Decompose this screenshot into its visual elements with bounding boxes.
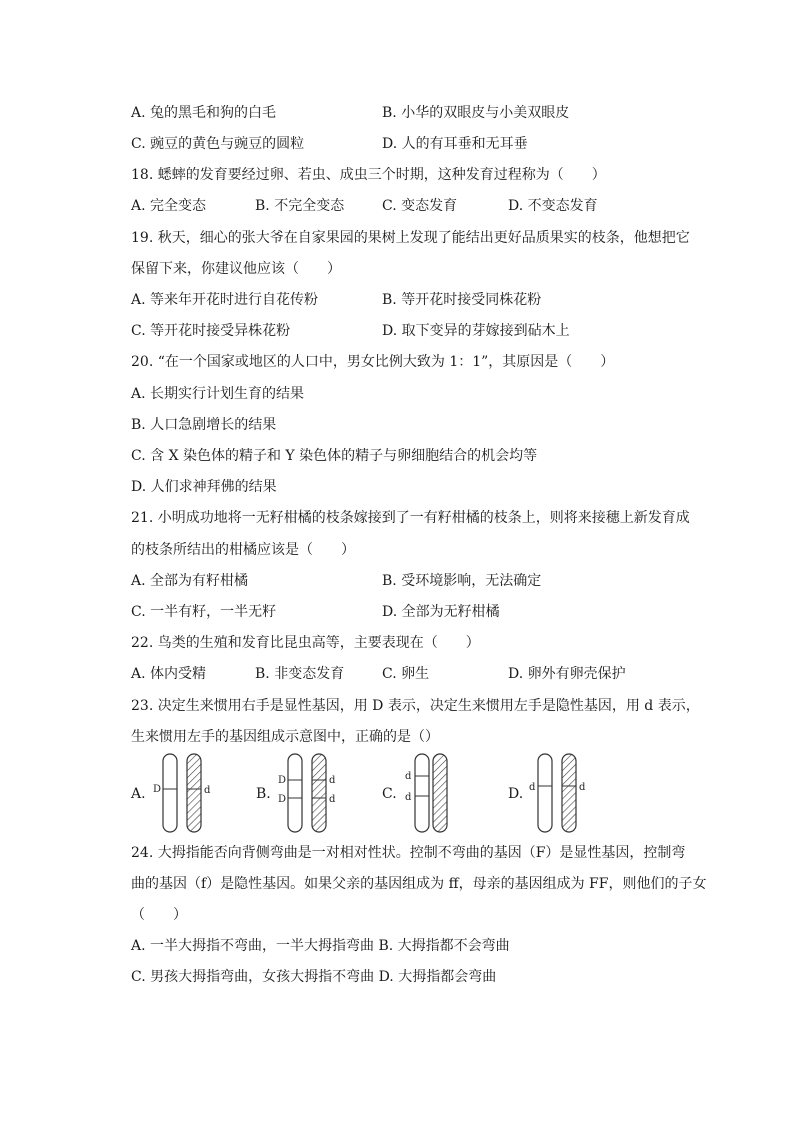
gene-label: d <box>405 771 412 782</box>
q19-option-b[interactable]: B. 等开花时接受同株花粉 <box>382 292 542 308</box>
q19-stem-line1: 19. 秋天，细心的张大爷在自家果园的果树上发现了能结出更好品质果实的枝条，他想把它 <box>131 230 690 246</box>
q23-option-a-figure[interactable] <box>149 752 219 836</box>
q24-stem-line3: （ ） <box>131 907 187 923</box>
q21-stem-line1: 21. 小明成功地将一无籽柑橘的枝条嫁接到了一有籽柑橘的枝条上，则将来接穗上新发育成 <box>131 510 690 526</box>
q18-option-d[interactable]: D. 不变态发育 <box>508 198 598 214</box>
gene-label: d <box>579 782 586 793</box>
q23-option-c-label[interactable]: C. <box>382 786 397 802</box>
q23-option-d-figure[interactable] <box>524 752 594 836</box>
q23-diagrams <box>131 752 611 836</box>
q18-option-a[interactable]: A. 完全变态 <box>131 198 207 214</box>
gene-label: d <box>329 794 336 805</box>
q18-option-c[interactable]: C. 变态发育 <box>382 198 458 214</box>
q17-option-b[interactable]: B. 小华的双眼皮与小美双眼皮 <box>382 105 570 121</box>
q17-option-a[interactable]: A. 兔的黑毛和狗的白毛 <box>131 105 277 121</box>
q23-option-b-label[interactable]: B. <box>256 786 271 802</box>
q24-stem-line1: 24. 大拇指能否向背侧弯曲是一对相对性状。控制不弯曲的基因（F）是显性基因，控制弯 <box>131 845 686 861</box>
q19-option-d[interactable]: D. 取下变异的芽嫁接到砧木上 <box>382 323 570 339</box>
q23-option-b-figure[interactable] <box>274 752 344 836</box>
q21-stem-line2: 的枝条所结出的柑橘应该是（ ） <box>131 542 355 558</box>
q18-option-b[interactable]: B. 不完全变态 <box>255 198 345 214</box>
q18-stem: 18. 蟋蟀的发育要经过卵、若虫、成虫三个时期，这种发育过程称为（ ） <box>131 167 606 183</box>
q22-option-c[interactable]: C. 卵生 <box>382 666 430 682</box>
gene-label: D <box>153 784 162 795</box>
q23-option-a-label[interactable]: A. <box>131 786 146 802</box>
gene-label: D <box>278 794 287 805</box>
q20-option-c[interactable]: C. 含 X 染色体的精子和 Y 染色体的精子与卵细胞结合的机会均等 <box>131 448 538 464</box>
q22-option-d[interactable]: D. 卵外有卵壳保护 <box>508 666 626 682</box>
q24-options-cd[interactable]: C. 男孩大拇指弯曲，女孩大拇指不弯曲 D. 大拇指都会弯曲 <box>131 969 497 985</box>
gene-label: d <box>329 775 336 786</box>
q20-option-d[interactable]: D. 人们求神拜佛的结果 <box>131 479 277 495</box>
q22-stem: 22. 鸟类的生殖和发育比昆虫高等，主要表现在（ ） <box>131 635 480 651</box>
q23-option-d-label[interactable]: D. <box>508 786 524 802</box>
gene-label: D <box>278 775 287 786</box>
q19-stem-line2: 保留下来，你建议他应该（ ） <box>131 261 341 277</box>
q21-option-a[interactable]: A. 全部为有籽柑橘 <box>131 573 249 589</box>
q20-option-b[interactable]: B. 人口急剧增长的结果 <box>131 417 277 433</box>
q19-option-c[interactable]: C. 等开花时接受异株花粉 <box>131 323 291 339</box>
q23-stem-line1: 23. 决定生来惯用右手是显性基因，用 D 表示，决定生来惯用左手是隐性基因，用 d 表示， <box>131 698 700 714</box>
gene-label: d <box>529 782 536 793</box>
q19-option-a[interactable]: A. 等来年开花时进行自花传粉 <box>131 292 319 308</box>
q20-option-a[interactable]: A. 长期实行计划生育的结果 <box>131 386 305 402</box>
q21-option-d[interactable]: D. 全部为无籽柑橘 <box>382 604 500 620</box>
q24-stem-line2: 曲的基因（f）是隐性基因。如果父亲的基因组成为 ff，母亲的基因组成为 FF，则他们的子女 <box>131 876 707 892</box>
q17-option-c[interactable]: C. 豌豆的黄色与豌豆的圆粒 <box>131 136 305 152</box>
q22-option-b[interactable]: B. 非变态发育 <box>255 666 345 682</box>
q23-option-c-figure[interactable] <box>397 752 467 836</box>
q22-option-a[interactable]: A. 体内受精 <box>131 666 207 682</box>
q17-option-d[interactable]: D. 人的有耳垂和无耳垂 <box>382 136 528 152</box>
q21-option-c[interactable]: C. 一半有籽，一半无籽 <box>131 604 277 620</box>
q20-stem: 20. “在一个国家或地区的人口中，男女比例大致为 1：1”，其原因是（ ） <box>131 354 615 370</box>
q24-options-ab[interactable]: A. 一半大拇指不弯曲，一半大拇指弯曲 B. 大拇指都不会弯曲 <box>131 938 510 954</box>
q23-stem-line2: 生来惯用左手的基因组成示意图中，正确的是（） <box>131 729 439 745</box>
gene-label: d <box>405 792 412 803</box>
gene-label: d <box>204 785 211 796</box>
q21-option-b[interactable]: B. 受环境影响，无法确定 <box>382 573 542 589</box>
